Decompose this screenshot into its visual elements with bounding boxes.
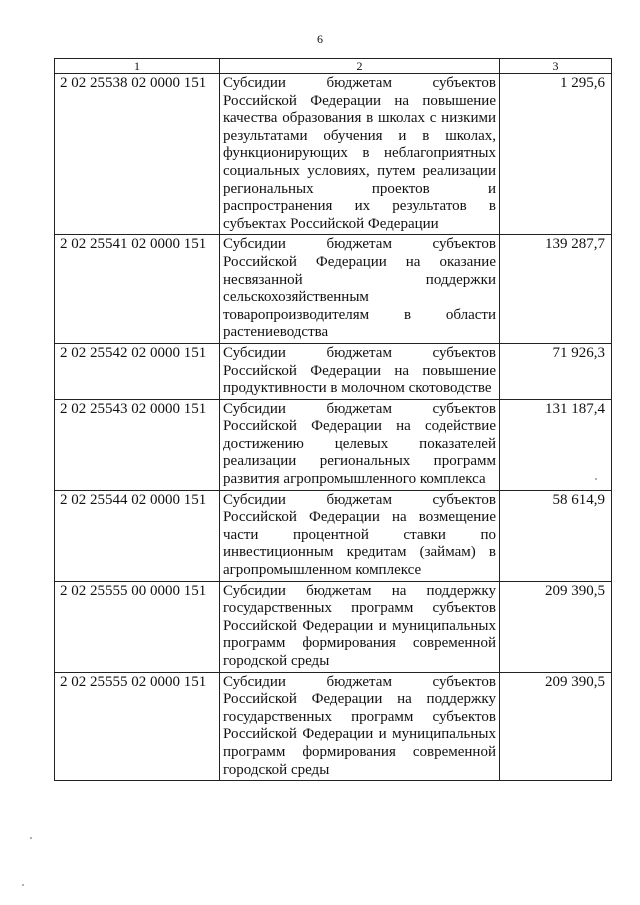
budget-code: 2 02 25541 02 0000 151 <box>55 235 220 344</box>
table-row <box>55 343 612 399</box>
scan-speck <box>595 478 597 480</box>
subsidy-description: Субсидии бюджетам субъектов Российской Федерации на содействие достижению целевых показателей реализации региональных программ развития агропромышленного комплекса <box>220 399 500 490</box>
subsidy-description: Субсидии бюджетам субъектов Российской Федерации на повышение продуктивности в молочном скотоводстве <box>220 343 500 399</box>
column-header-amount: 3 <box>500 59 612 74</box>
page-number: 6 <box>317 32 323 46</box>
amount-value: 139 287,7 <box>500 235 612 344</box>
table-row <box>55 399 612 490</box>
subsidy-description: Субсидии бюджетам на поддержку государственных программ субъектов Российской Федерации и муниципальных программ формирования современной городской среды <box>220 581 500 672</box>
budget-code: 2 02 25543 02 0000 151 <box>55 399 220 490</box>
budget-revenue-table <box>54 58 612 781</box>
amount-value: 209 390,5 <box>500 672 612 781</box>
budget-code: 2 02 25538 02 0000 151 <box>55 74 220 235</box>
amount-value: 71 926,3 <box>500 343 612 399</box>
amount-value: 58 614,9 <box>500 490 612 581</box>
budget-code: 2 02 25555 02 0000 151 <box>55 672 220 781</box>
table-row <box>55 672 612 781</box>
budget-code: 2 02 25544 02 0000 151 <box>55 490 220 581</box>
subsidy-description: Субсидии бюджетам субъектов Российской Федерации на поддержку государственных программ субъектов Российской Федерации и муниципальных программ формирования современной городской среды <box>220 672 500 781</box>
column-header-code: 1 <box>55 59 220 74</box>
table-row <box>55 235 612 344</box>
table-header-row <box>55 59 612 74</box>
budget-code: 2 02 25555 00 0000 151 <box>55 581 220 672</box>
amount-value: 209 390,5 <box>500 581 612 672</box>
table-row <box>55 74 612 235</box>
scan-speck <box>30 837 32 839</box>
budget-code: 2 02 25542 02 0000 151 <box>55 343 220 399</box>
table-row <box>55 490 612 581</box>
amount-value: 1 295,6 <box>500 74 612 235</box>
amount-value: 131 187,4 <box>500 399 612 490</box>
subsidy-description: Субсидии бюджетам субъектов Российской Федерации на оказание несвязанной поддержки сельскохозяйственным товаропроизводителям в области растениеводства <box>220 235 500 344</box>
scan-speck <box>22 884 24 886</box>
column-header-description: 2 <box>220 59 500 74</box>
subsidy-description: Субсидии бюджетам субъектов Российской Федерации на повышение качества образования в школах с низкими результатами обучения и в школах, функционирующих в неблагоприятных социальных условиях, путем реализации региональных проектов и распространения их результатов в субъектах Российской Федерации <box>220 74 500 235</box>
subsidy-description: Субсидии бюджетам субъектов Российской Федерации на возмещение части процентной ставки по инвестиционным кредитам (займам) в агропромышленном комплексе <box>220 490 500 581</box>
table-row <box>55 581 612 672</box>
